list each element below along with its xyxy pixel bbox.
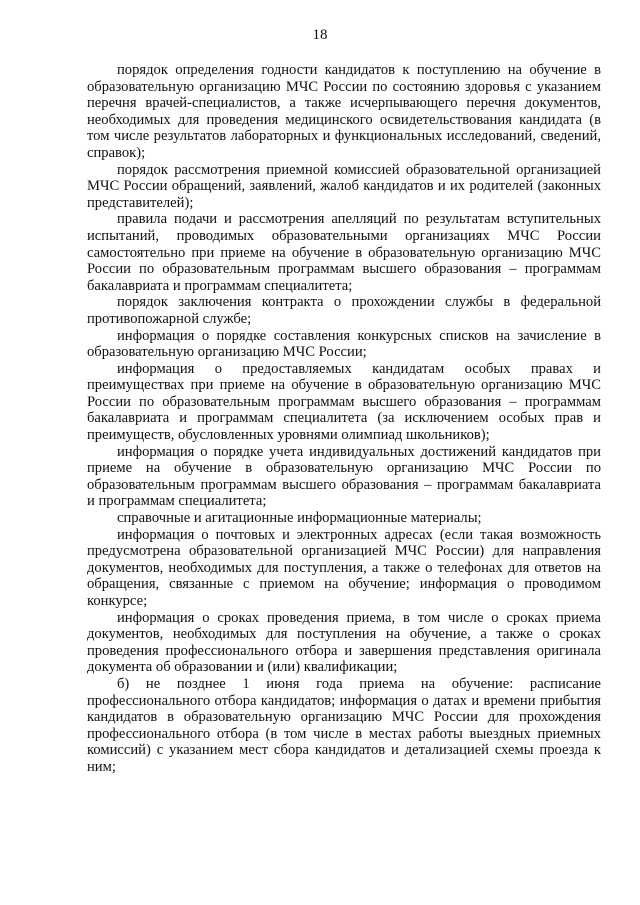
paragraph: информация о сроках проведения приема, в том числе о сроках приема документов, необходимых для поступления на обучение, а также о сроках проведения профессионального отбора и завершения представления оригинала документа об образовании и (или) квалификации; [87,609,601,676]
paragraph: порядок определения годности кандидатов к поступлению на обучение в образовательную организацию МЧС России по состоянию здоровья с указанием перечня врачей-специалистов, а также исчерпывающего перечня документов, необходимых для проведения медицинского освидетельствования кандидата (в том числе результатов лабораторных и функциональных исследований, сведений, справок); [87,62,601,161]
document-body [87,62,601,776]
paragraph: порядок рассмотрения приемной комиссией образовательной организацией МЧС России обращений, заявлений, жалоб кандидатов и их родителей (законных представителей); [87,161,601,211]
paragraph: информация о предоставляемых кандидатам особых правах и преимуществах при приеме на обучение в образовательную организацию МЧС России по образовательным программам высшего образования – программам бакалавриата и программам специалитета (за исключением особых прав и преимуществ, обусловленных уровнями олимпиад школьников); [87,360,601,444]
page-number: 18 [312,27,328,43]
paragraph: информация о порядке учета индивидуальных достижений кандидатов при приеме на обучение в образовательную организацию МЧС России по образовательным программам высшего образования – программам бакалавриата и программам специалитета; [87,443,601,510]
paragraph: информация о почтовых и электронных адресах (если такая возможность предусмотрена образовательной организацией МЧС России) для направления документов, необходимых для поступления, а также о телефонах для ответов на обращения, связанные с приемом на обучение; информация о проводимом конкурсе; [87,526,601,609]
paragraph: справочные и агитационные информационные материалы; [117,510,482,527]
paragraph: информация о порядке составления конкурсных списков на зачисление в образовательную организацию МЧС России; [87,327,601,361]
paragraph: порядок заключения контракта о прохождении службы в федеральной противопожарной службе; [87,294,601,327]
paragraph: б) не позднее 1 июня года приема на обучение: расписание профессионального отбора кандидатов; информация о датах и времени прибытия кандидатов в образовательную организацию МЧС России для прохождения профессионального отбора (в том числе в местах работы выездных приемных комиссий) с указанием мест сбора кандидатов и детализацией схемы проезда к ним; [87,675,601,775]
paragraph: правила подачи и рассмотрения апелляций по результатам вступительных испытаний, проводимых образовательными организациях МЧС России самостоятельно при приеме на обучение в образовательную организацию МЧС России по образовательным программам высшего образования – программам бакалавриата и программам специалитета; [87,211,601,294]
